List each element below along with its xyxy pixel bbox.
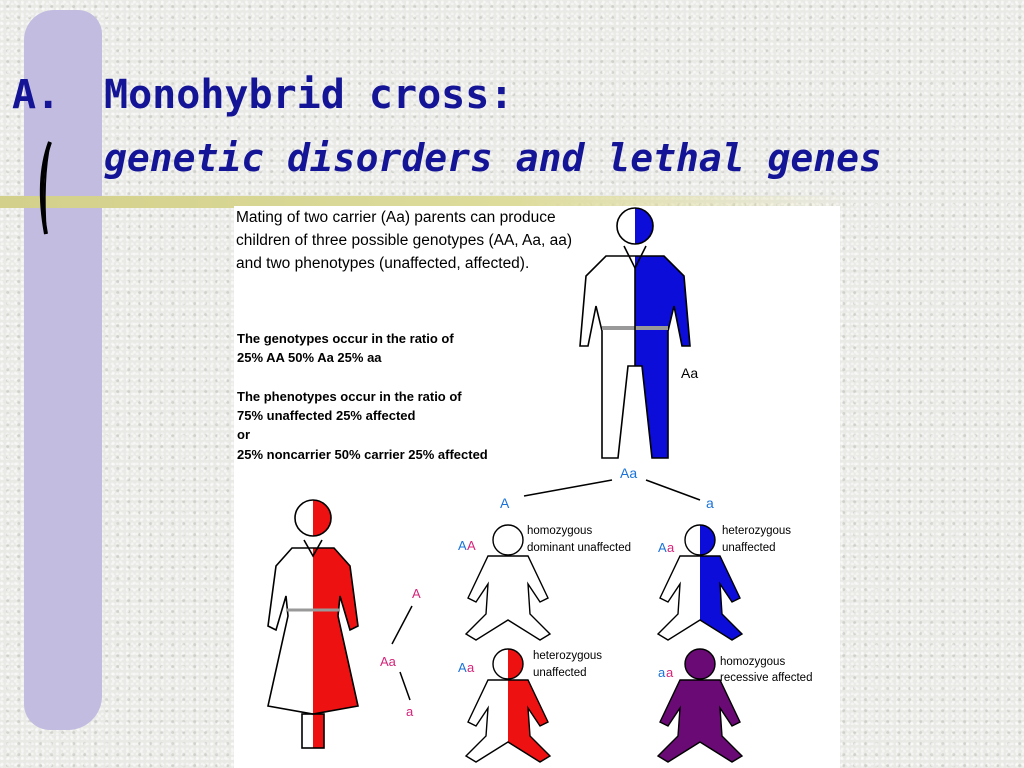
- child-1-label-line2: dominant unaffected: [527, 542, 632, 554]
- child-homozygous-dominant: [458, 525, 631, 640]
- phenotype-ratio-or: or: [237, 427, 250, 442]
- slide-title: Monohybrid cross:: [104, 72, 514, 118]
- mother-cross-label: Aa: [380, 654, 396, 669]
- child-4-allele-mother: a: [666, 665, 674, 680]
- father-allele-a-recessive: a: [706, 495, 714, 511]
- mother-allele-a-dominant: A: [412, 586, 421, 601]
- slide-subtitle: genetic disorders and lethal genes: [104, 136, 882, 180]
- genotype-ratio: 25% AA 50% Aa 25% aa: [237, 350, 382, 365]
- child-homozygous-recessive: [658, 649, 812, 762]
- child-4-label-line1: homozygous: [720, 656, 786, 668]
- father-allele-a-dominant: A: [500, 495, 510, 511]
- child-4-allele-father: a: [658, 665, 666, 680]
- father-cross-label: Aa: [620, 465, 638, 481]
- slide-section-letter: A.: [12, 72, 61, 118]
- child-3-allele-father: A: [458, 660, 467, 675]
- child-3-allele-mother: a: [467, 660, 475, 675]
- child-3-label-line2: unaffected: [533, 667, 587, 679]
- child-2-label-line2: unaffected: [722, 542, 776, 554]
- decorative-purple-bar: [24, 10, 102, 730]
- child-2-label-line1: heterozygous: [722, 525, 792, 537]
- father-figure: [580, 208, 698, 458]
- father-cross: [524, 480, 700, 500]
- genotype-ratio-heading: The genotypes occur in the ratio of: [237, 331, 454, 346]
- child-4-label-line2: recessive affected: [720, 672, 813, 684]
- mother-allele-a-recessive: a: [406, 704, 414, 719]
- father-genotype-label: Aa: [681, 365, 699, 381]
- child-1-allele-father: A: [458, 538, 467, 553]
- child-1-allele-mother: A: [467, 538, 476, 553]
- pedigree-figure: [234, 206, 840, 768]
- child-1-label-line1: homozygous: [527, 525, 593, 537]
- child-2-allele-mother: a: [667, 540, 675, 555]
- child-2-allele-father: A: [658, 540, 667, 555]
- child-heterozygous-carrier-mother-side: [458, 649, 602, 762]
- intro-text: Mating of two carrier (Aa) parents can produce children of three possible genotypes (AA, Aa, aa) and two phenotypes (unaffected, affected).: [236, 209, 573, 272]
- phenotype-ratio-heading: The phenotypes occur in the ratio of: [237, 389, 462, 404]
- mother-figure: [268, 500, 358, 748]
- phenotype-ratio-a: 75% unaffected 25% affected: [237, 408, 416, 423]
- phenotype-ratio-b: 25% noncarrier 50% carrier 25% affected: [237, 447, 488, 462]
- inheritance-diagram: [234, 206, 840, 768]
- mother-cross: [392, 606, 412, 700]
- child-heterozygous-carrier-father-side: [658, 525, 791, 640]
- child-3-label-line1: heterozygous: [533, 650, 603, 662]
- decorative-bracket: [32, 140, 56, 236]
